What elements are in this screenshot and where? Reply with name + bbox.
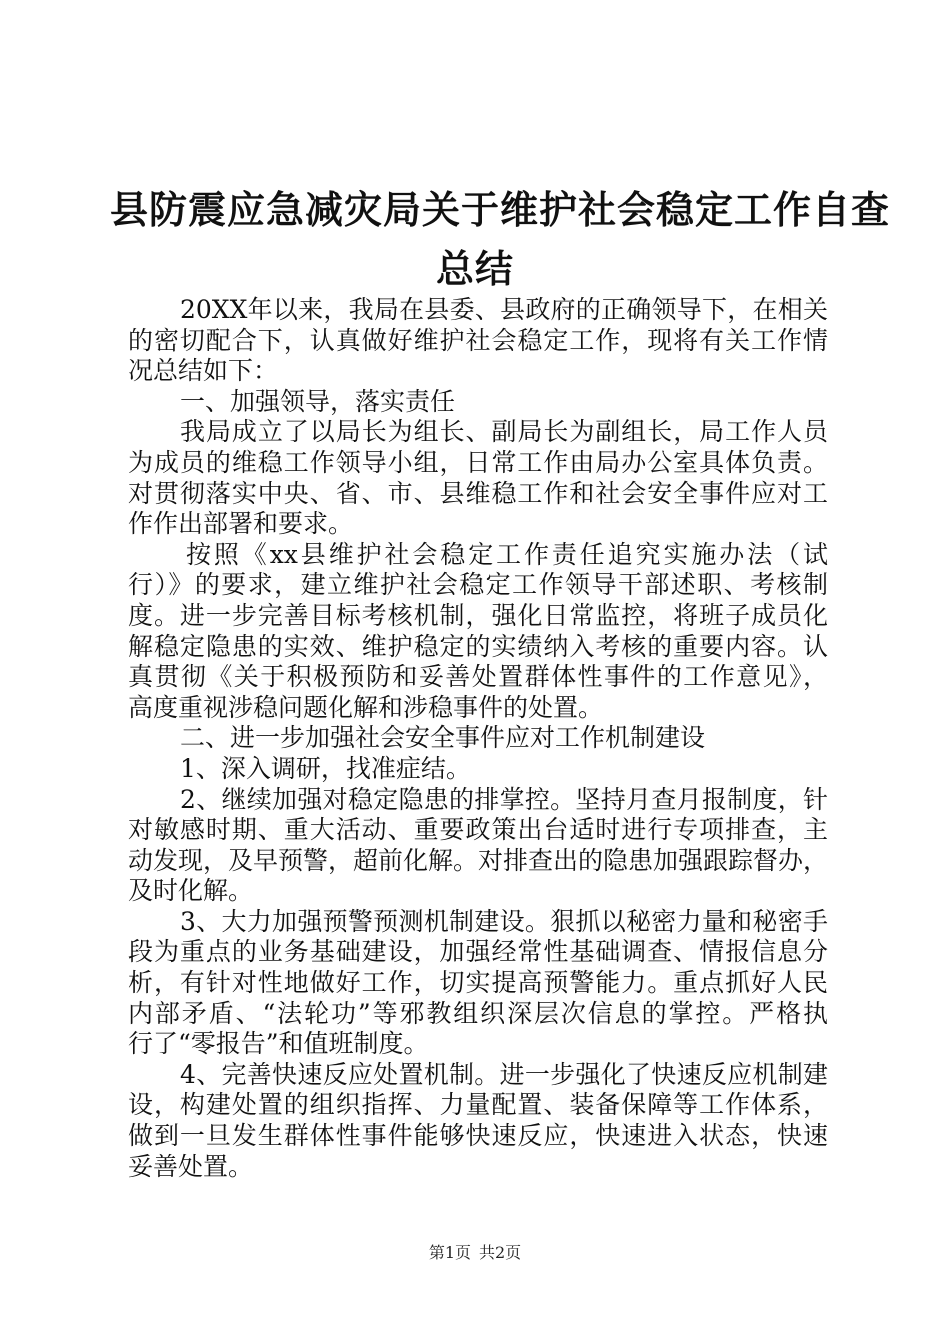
body-line: 行了“零报告”和值班制度。 [128,1029,429,1059]
body-line: 真贯彻《关于积极预防和妥善处置群体性事件的工作意见》， [128,662,828,692]
body-line: 作作出部署和要求。 [128,509,354,539]
body-line: 的密切配合下，认真做好维护社会稳定工作，现将有关工作情 [128,325,828,355]
body-line: 高度重视涉稳问题化解和涉稳事件的处置。 [128,692,604,722]
body-line: 况总结如下： [128,356,279,386]
body-line: 按照《xx县维护社会稳定工作责任追究实施办法（试 [186,539,828,569]
section-heading: 一、加强领导，落实责任 [180,386,456,416]
body-line: 对贯彻落实中央、省、市、县维稳工作和社会安全事件应对工 [128,478,828,508]
document-title-line-2: 总结 [435,247,514,291]
body-line: 设，构建处置的组织指挥、力量配置、装备保障等工作体系， [128,1090,828,1120]
page-total: 共2页 [479,1243,522,1262]
body-line: 4、完善快速反应处置机制。进一步强化了快速反应机制建 [180,1059,828,1089]
body-line: 动发现，及早预警，超前化解。对排查出的隐患加强跟踪督办， [128,845,829,875]
body-line: 内部矛盾、“法轮功”等邪教组织深层次信息的掌控。严格执 [128,998,828,1028]
body-line: 及时化解。 [128,876,254,906]
body-line: 我局成立了以局长为组长、副局长为副组长，局工作人员 [180,417,828,447]
section-heading: 二、进一步加强社会安全事件应对工作机制建设 [180,723,706,753]
body-line: 做到一旦发生群体性事件能够快速反应，快速进入状态，快速 [128,1121,828,1151]
body-line: 解稳定隐患的实效、维护稳定的实绩纳入考核的重要内容。认 [128,631,828,661]
body-line: 妥善处置。 [128,1151,254,1181]
body-line: 为成员的维稳工作领导小组，日常工作由局办公室具体负责。 [128,447,828,477]
body-line: 行）》的要求，建立维护社会稳定工作领导干部述职、考核制 [128,570,828,600]
body-line: 对敏感时期、重大活动、重要政策出台适时进行专项排查，主 [128,815,828,845]
body-line: 段为重点的业务基础建设，加强经常性基础调查、情报信息分 [128,937,828,967]
page-number: 第1页 [428,1243,471,1262]
body-line: 度。进一步完善目标考核机制，强化日常监控，将班子成员化 [128,600,828,630]
body-line: 2、继续加强对稳定隐患的排掌控。坚持月查月报制度，针 [180,784,828,814]
body-line: 1、深入调研，找准症结。 [180,753,471,783]
body-line: 20XX年以来，我局在县委、县政府的正确领导下，在相关 [180,295,828,324]
body-line: 3、大力加强预警预测机制建设。狠抓以秘密力量和秘密手 [180,906,828,936]
document-title-line-1: 县防震应急减灾局关于维护社会稳定工作自查 [110,188,891,232]
body-line: 析，有针对性地做好工作，切实提高预警能力。重点抓好人民 [128,968,828,998]
document-body [128,295,828,1182]
page-footer [0,1243,950,1263]
